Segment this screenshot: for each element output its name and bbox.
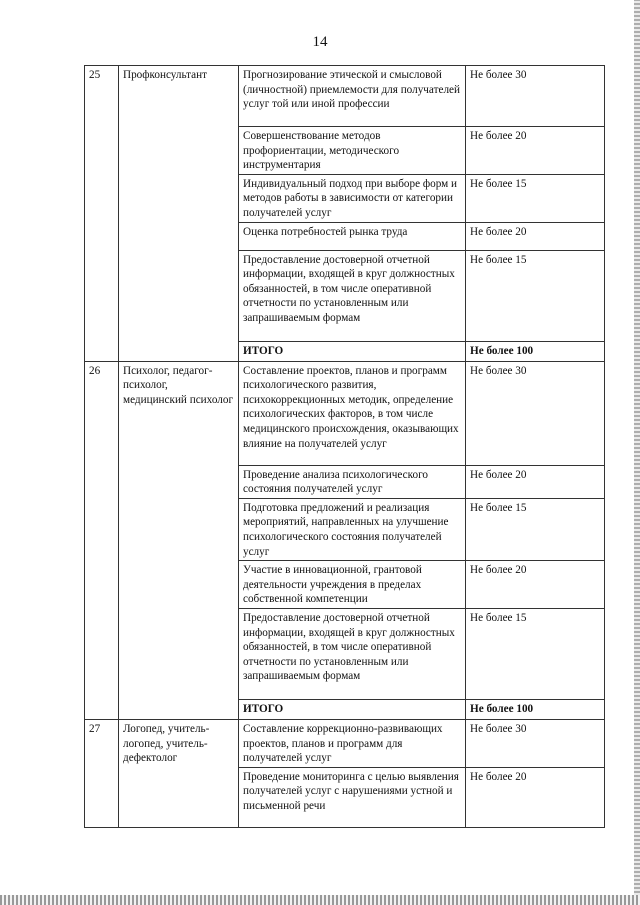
table-row	[85, 361, 605, 465]
criterion-value: Не более 30	[466, 66, 605, 127]
criterion-text: Совершенствование методов профориентации, методического инструментария	[239, 127, 466, 175]
criterion-text: Оценка потребностей рынка труда	[239, 222, 466, 250]
criteria-table	[84, 65, 605, 828]
criterion-value: Не более 15	[466, 174, 605, 222]
table-row	[85, 66, 605, 127]
criterion-value: Не более 30	[466, 719, 605, 767]
scan-edge-right	[634, 0, 640, 905]
criterion-value: Не более 20	[466, 127, 605, 175]
position-name: Логопед, учитель-логопед, учитель-дефектолог	[119, 719, 239, 827]
criterion-text: Предоставление достоверной отчетной информации, входящей в круг должностных обязанностей, в том числе оперативной отчетности по установленным или запрашиваемым формам	[239, 608, 466, 699]
criterion-value: Не более 20	[466, 767, 605, 827]
page-number: 14	[312, 34, 328, 50]
criterion-text: Индивидуальный подход при выборе форм и методов работы в зависимости от категории получателей услуг	[239, 174, 466, 222]
criterion-value: Не более 15	[466, 608, 605, 699]
criterion-value: Не более 15	[466, 250, 605, 341]
criterion-value: Не более 20	[466, 561, 605, 609]
row-number: 27	[85, 719, 119, 827]
criterion-value: Не более 15	[466, 498, 605, 560]
position-name: Профконсультант	[119, 66, 239, 362]
criterion-text: Предоставление достоверной отчетной информации, входящей в круг должностных обязанностей, в том числе оперативной отчетности по установленным или запрашиваемым формам	[239, 250, 466, 341]
position-name: Психолог, педагог-психолог, медицинский психолог	[119, 361, 239, 719]
criterion-text: Прогнозирование этической и смысловой (личностной) приемлемости для получателей услуг той или иной профессии	[239, 66, 466, 127]
criterion-text: Подготовка предложений и реализация мероприятий, направленных на улучшение психологического состояния получателей услуг	[239, 498, 466, 560]
criterion-text: Проведение анализа психологического состояния получателей услуг	[239, 465, 466, 498]
criterion-value: Не более 30	[466, 361, 605, 465]
row-number: 25	[85, 66, 119, 362]
row-number: 26	[85, 361, 119, 719]
scan-edge-bottom	[0, 895, 640, 905]
total-label: ИТОГО	[239, 699, 466, 719]
criterion-value: Не более 20	[466, 222, 605, 250]
criterion-text: Участие в инновационной, грантовой деятельности учреждения в пределах собственной компетенции	[239, 561, 466, 609]
criterion-text: Проведение мониторинга с целью выявления получателей услуг с нарушениями устной и письменной речи	[239, 767, 466, 827]
criterion-text: Составление коррекционно-развивающих проектов, планов и программ для получателей услуг	[239, 719, 466, 767]
criterion-value: Не более 20	[466, 465, 605, 498]
total-value: Не более 100	[466, 699, 605, 719]
total-label: ИТОГО	[239, 341, 466, 361]
table-row	[85, 719, 605, 767]
criterion-text: Составление проектов, планов и программ психологического развития, психокоррекционных методик, определение психологических факторов, в том числе медицинского происхождения, оказывающих влияние на получателей услуг	[239, 361, 466, 465]
total-value: Не более 100	[466, 341, 605, 361]
